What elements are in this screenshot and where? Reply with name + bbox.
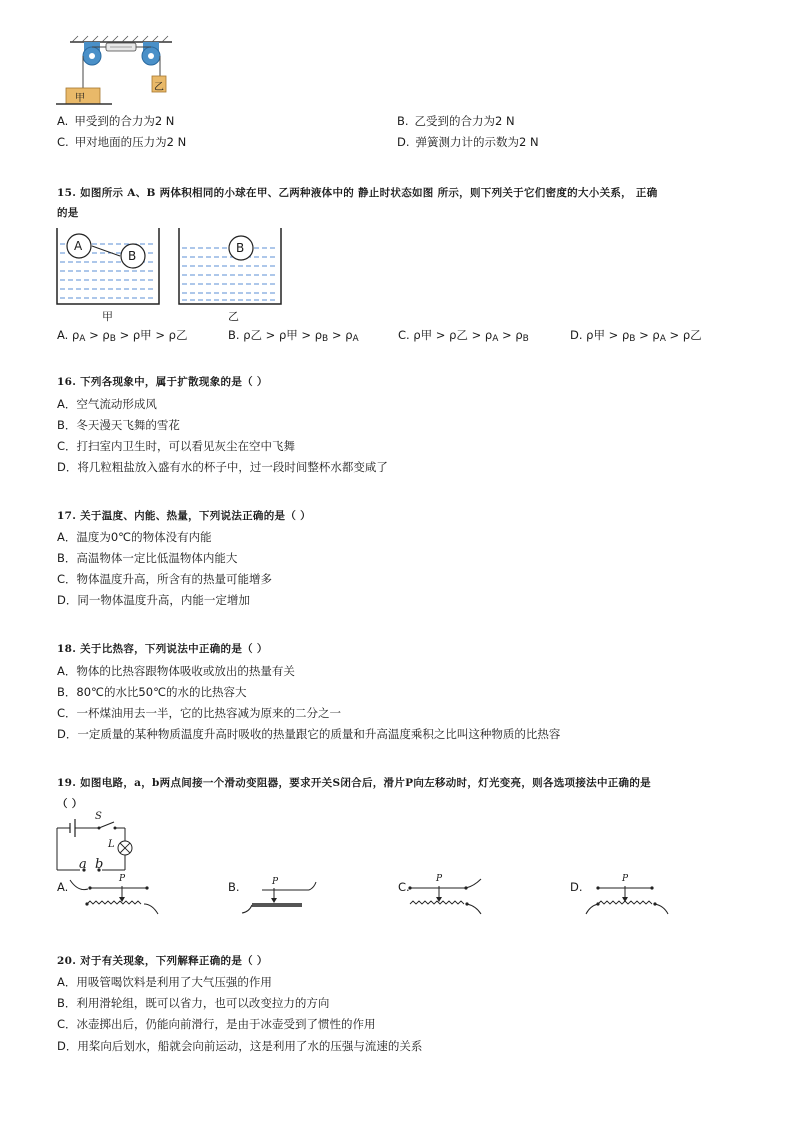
q16-option-c[interactable]: C．打扫室内卫生时，可以看见灰尘在空中飞舞 bbox=[57, 439, 296, 453]
q20-option-c[interactable]: C．冰壶掷出后，仍能向前滑行，是由于冰壶受到了惯性的作用 bbox=[57, 1017, 376, 1031]
q20-option-d[interactable]: D．用桨向后划水，船就会向前运动，这是利用了水的压强与流速的关系 bbox=[57, 1039, 423, 1053]
container-yi-label: 乙 bbox=[228, 310, 239, 323]
terminal-b-label: b bbox=[95, 857, 104, 872]
lamp-l-label: L bbox=[108, 839, 115, 850]
q19-option-d[interactable]: D. bbox=[570, 880, 583, 894]
q16-option-d[interactable]: D．将几粒粗盐放入盛有水的杯子中，过一段时间整杯水都变咸了 bbox=[57, 460, 388, 474]
rheostat-a bbox=[70, 880, 158, 914]
block-jia-label: 甲 bbox=[75, 93, 85, 104]
terminal-a-label: a bbox=[79, 857, 87, 872]
q18-option-a[interactable]: A．物体的比热容跟物体吸收或放出的热量有关 bbox=[57, 664, 295, 678]
q17-option-b[interactable]: B．高温物体一定比低温物体内能大 bbox=[57, 551, 238, 565]
ball-b2-label: B bbox=[236, 241, 245, 255]
q15-option-a[interactable]: A. $\rho_A > \rho_B > \rho$甲 > ρ乙 bbox=[57, 328, 188, 344]
q19-option-a[interactable]: A. bbox=[57, 880, 69, 894]
slider-p-label-c: P bbox=[436, 874, 443, 884]
q15-stem-line1: 15. 如图所示 A、B 两体积相同的小球在甲、乙两种液体中的 静止时状态如图 所示，则下列关于它们密度的大小关系， 正确 bbox=[57, 187, 658, 199]
switch-s-label: S bbox=[95, 811, 102, 822]
rheostat-c bbox=[408, 879, 481, 914]
q16-option-a[interactable]: A．空气流动形成风 bbox=[57, 397, 157, 411]
q14-option-a[interactable]: A. 甲受到的合力为2 N bbox=[57, 114, 175, 128]
ball-a-label: A bbox=[74, 239, 83, 253]
q15-option-b[interactable]: B. ρ乙 > ρ甲 > $\rho_B > \rho_A$ bbox=[228, 328, 359, 344]
slider-p-label-b: P bbox=[272, 877, 279, 887]
q20-option-a[interactable]: A．用吸管喝饮料是利用了大气压强的作用 bbox=[57, 975, 272, 989]
q18-option-d[interactable]: D．一定质量的某种物质温度升高时吸收的热量跟它的质量和升高温度乘积之比叫这种物质的比热容 bbox=[57, 727, 561, 741]
q20-option-b[interactable]: B．利用滑轮组，既可以省力，也可以改变拉力的方向 bbox=[57, 996, 330, 1010]
rheostat-d bbox=[586, 886, 668, 914]
q18-option-b[interactable]: B．80℃的水比50℃的水的比热容大 bbox=[57, 685, 247, 699]
q18-option-c[interactable]: C．一杯煤油用去一半，它的比热容减为原来的二分之一 bbox=[57, 706, 342, 720]
q19-stem-line2: （ ） bbox=[57, 798, 83, 810]
slider-p-label-a: P bbox=[119, 874, 126, 884]
q14-option-c[interactable]: C. 甲对地面的压力为2 N bbox=[57, 135, 187, 149]
q17-option-a[interactable]: A．温度为0℃的物体没有内能 bbox=[57, 530, 212, 544]
q19-option-b[interactable]: B. bbox=[228, 880, 240, 894]
q14-option-d[interactable]: D. 弹簧测力计的示数为2 N bbox=[397, 135, 539, 149]
q15-option-c[interactable]: C. ρ甲 > ρ乙 > $\rho_A > \rho_B$ bbox=[398, 328, 529, 344]
block-yi-label: 乙 bbox=[154, 82, 164, 93]
q16-stem: 16. 下列各现象中，属于扩散现象的是（ ） bbox=[57, 376, 268, 388]
q17-option-d[interactable]: D．同一物体温度升高，内能一定增加 bbox=[57, 593, 250, 607]
q20-stem: 20. 对于有关现象，下列解释正确的是（ ） bbox=[57, 955, 268, 967]
q18-stem: 18. 关于比热容，下列说法中正确的是（ ） bbox=[57, 643, 268, 655]
q17-stem: 17. 关于温度、内能、热量，下列说法正确的是（ ） bbox=[57, 510, 311, 522]
q19-option-c[interactable]: C. bbox=[398, 880, 410, 894]
rheostat-b bbox=[242, 882, 316, 913]
q15-stem-line2: 的是 bbox=[57, 207, 79, 219]
ball-b-label: B bbox=[128, 249, 137, 263]
container-jia-label: 甲 bbox=[102, 310, 113, 323]
q19-stem-line1: 19. 如图电路，a，b两点间接一个滑动变阻器，要求开关S闭合后，滑片P向左移动时，灯光变亮，则各选项接法中正确的是 bbox=[57, 777, 651, 789]
slider-p-label-d: P bbox=[622, 874, 629, 884]
q17-option-c[interactable]: C．物体温度升高，所含有的热量可能增多 bbox=[57, 572, 273, 586]
q15-option-d[interactable]: D. ρ甲 > $\rho_B > \rho_A > \rho$乙 bbox=[570, 328, 702, 344]
q16-option-b[interactable]: B．冬天漫天飞舞的雪花 bbox=[57, 418, 180, 432]
q14-option-b[interactable]: B. 乙受到的合力为2 N bbox=[397, 114, 515, 128]
